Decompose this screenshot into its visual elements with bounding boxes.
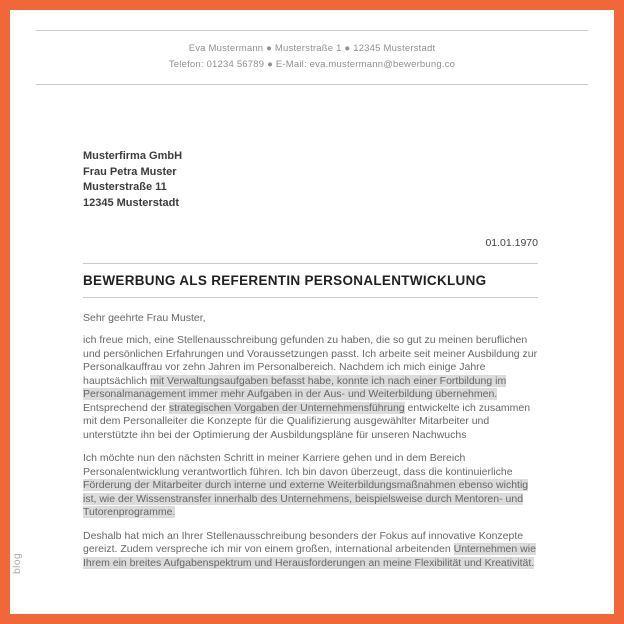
body-paragraph [83,530,538,571]
blog-watermark: blog [12,553,23,574]
paragraphs-container [83,334,538,570]
paragraph-text: Ich möchte nun den nächsten Schritt in meiner Karriere gehen und in dem Bereich Personalentwicklung verantwortlich führen. Ich bin davon überzeugt, dass die kontinuierliche [83,452,513,478]
letter-body [83,149,538,570]
recipient-line: 12345 Musterstadt [83,196,179,209]
recipient-line: Frau Petra Muster [83,165,177,178]
paragraph-text: ich freue mich, eine Stellenausschreibung gefunden zu haben, die so gut zu meinen beruflichen und persönlichen Erfahrungen und Voraussetzungen passt. Ich arbeite seit meiner Ausbildung zur Personalkauffrau vor zehn Jahren im Personalbereich. Nachdem ich mich einige Jahre hauptsächlich [83,334,538,387]
recipient-line: Musterfirma GmbH [83,150,183,162]
paragraph-text: Entsprechend der [83,401,169,414]
highlighted-text: Unternehmen wie Ihrem ein breites Aufgabenspektrum und Herausforderungen an meine Flexibilität und Kreativität. [83,543,536,569]
subject-block [83,263,538,298]
highlighted-text: strategischen Vorgaben der Unternehmensführung [168,401,405,414]
body-paragraph [83,402,538,443]
recipient-line: Musterstraße 11 [83,181,167,193]
highlighted-text: mit Verwaltungsaufgaben befasst habe, konnte ich nach einer Fortbildung im Personalmanagement immer mehr Aufgaben in der Aus- und Weiterbildung übernehmen. [83,374,507,400]
letter-document [10,10,614,614]
letter-date: 01.01.1970 [485,237,538,249]
subject-line: BEWERBUNG ALS REFERENTIN PERSONALENTWICKLUNG [83,273,487,288]
salutation: Sehr geehrte Frau Muster, [83,312,206,324]
paragraph-text: Deshalb hat mich an Ihrer Stellenausschreibung besonders der Fokus auf innovative Konzepte gereizt. Zudem verspreche ich mir von einem großen, international arbeitenden [83,529,524,555]
highlighted-text: Förderung der Mitarbeiter durch interne und externe Weiterbildungsmaßnahmen ebenso wichtig ist, wie der Wissenstransfer innerhalb des Unternehmens, beispielsweise durch Mentoren- und Tutorenprogramme. [83,479,529,518]
paragraph-text: entwickelte ich zusammen mit dem Personalleiter die Konzepte für die Qualifizierung ausgewählter Mitarbeiter und unterstützte ihn bei der Optimierung der Ausbildungspläne für unseren Nachwuchs [83,401,531,441]
body-paragraph [83,334,538,402]
subject-bottom-rule [83,297,538,298]
recipient-address-block [83,149,538,211]
header-bottom-rule [36,84,588,85]
sender-contact-line: Eva Mustermann ● Musterstraße 1 ● 12345 Musterstadt [188,43,436,54]
sender-phone-email-line: Telefon: 01234 56789 ● E-Mail: eva.mustermann@bewerbung.co [168,59,456,70]
letter-header [36,30,588,85]
body-paragraph [83,452,538,520]
